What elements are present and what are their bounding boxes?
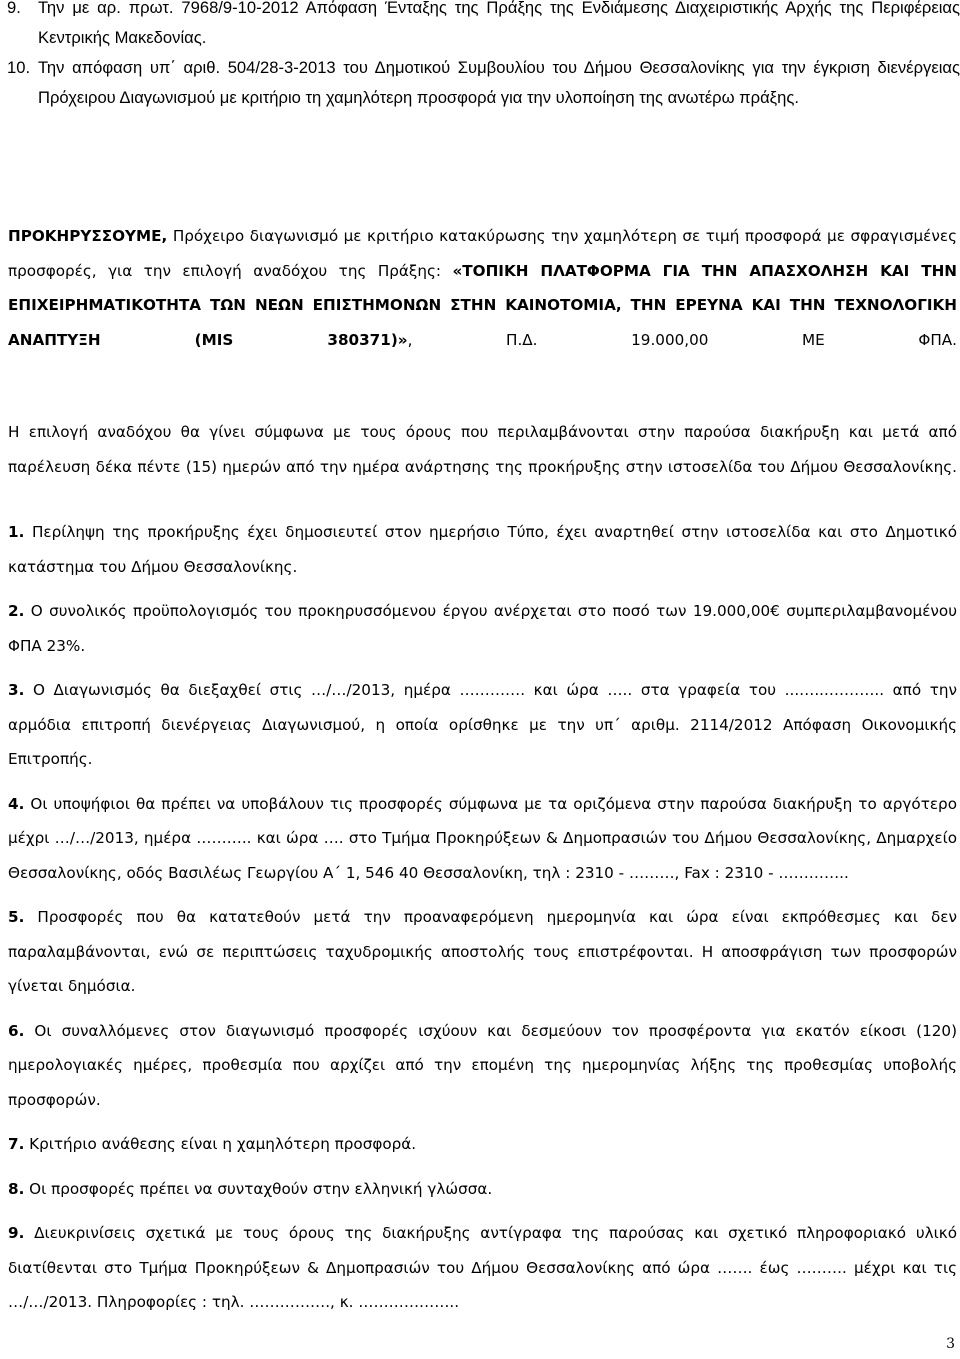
term-text: Οι συναλλόμενες στον διαγωνισμό προσφορές ισχύουν και δεσμεύουν τον προσφέροντα για εκατόν είκοσι (120) ημερολογιακές ημέρες, προθεσμία που αρχίζει από την επομένη της ημερομηνίας λήξης της προθεσμίας υποβολής προσφορών. xyxy=(8,1021,957,1109)
term-number: 6. xyxy=(8,1021,25,1040)
term-text: Διευκρινίσεις σχετικά με τους όρους της διακήρυξης αντίγραφα της παρούσας και σχετικό πληροφοριακό υλικό διατίθενται στο Τμήμα Προκηρύξεων & Δημοπρασιών του Δήμου Θεσσαλονίκης από ώρα ……. έως ………. μέχρι και τις …/…/2013. Πληροφορίες : τηλ. ……………., κ. ……………….. xyxy=(8,1224,957,1311)
term-number: 2. xyxy=(8,602,25,620)
term-item xyxy=(8,900,957,1004)
term-number: 3. xyxy=(8,681,25,699)
considerations-list xyxy=(0,0,960,113)
page-number: 3 xyxy=(946,1336,955,1352)
term-item xyxy=(8,1216,957,1320)
term-item xyxy=(8,1172,957,1207)
consideration-text: Την με αρ. πρωτ. 7968/9-10-2012 Απόφαση Ένταξης της Πράξης της Ενδιάμεσης Διαχειριστικής Αρχής της Περιφέρειας Κεντρικής Μακεδονίας. xyxy=(38,0,960,47)
announcement-budget: , Π.Δ. 19.000,00 ΜΕ ΦΠΑ. xyxy=(407,330,957,349)
term-number: 9. xyxy=(8,1224,25,1242)
term-text: Ο συνολικός προϋπολογισμός του προκηρυσσόμενου έργου ανέρχεται στο ποσό των 19.000,00€ συμπεριλαμβανομένου ΦΠΑ 23%. xyxy=(8,602,957,655)
term-item xyxy=(8,1014,957,1118)
term-text: Περίληψη της προκήρυξης έχει δημοσιευτεί στον ημερήσιο Τύπο, έχει αναρτηθεί στην ιστοσελίδα και στο Δημοτικό κατάστημα του Δήμου Θεσσαλονίκης. xyxy=(8,523,957,576)
consideration-text: Την απόφαση υπ΄ αριθ. 504/28-3-2013 του Δημοτικού Συμβουλίου του Δήμου Θεσσαλονίκης για την έγκριση διενέργειας Πρόχειρου Διαγωνισμού με κριτήριο τη χαμηλότερη προσφορά για την υλοποίηση της ανωτέρω πράξης. xyxy=(38,58,960,107)
term-number: 5. xyxy=(8,908,25,926)
consideration-item xyxy=(0,0,960,53)
consideration-item xyxy=(0,53,960,113)
term-item xyxy=(8,787,957,891)
term-number: 8. xyxy=(8,1179,25,1198)
term-item xyxy=(8,515,957,584)
selection-paragraph xyxy=(8,415,957,519)
announcement-paragraph xyxy=(8,219,957,392)
term-number: 7. xyxy=(8,1135,25,1153)
term-text: Οι προσφορές πρέπει να συνταχθούν στην ελληνική γλώσσα. xyxy=(24,1179,493,1198)
selection-text: Η επιλογή αναδόχου θα γίνει σύμφωνα με τους όρους που περιλαμβάνονται στην παρούσα διακήρυξη και μετά από παρέλευση δέκα πέντε (15) ημερών από την ημέρα ανάρτησης της προκήρυξης στην ιστοσελίδα του Δήμου Θεσσαλονίκης. xyxy=(8,423,957,476)
term-item xyxy=(8,594,957,663)
terms-list xyxy=(8,515,957,1320)
term-text: Ο Διαγωνισμός θα διεξαχθεί στις …/…/2013, ημέρα …………. και ώρα ….. στα γραφεία του ...…...……….. από την αρμόδια επιτροπή διενέργειας Διαγωνισμού, η οποία ορίσθηκε με την υπ΄ αριθμ. 2114/2012 Απόφαση Οικονομικής Επιτροπής. xyxy=(8,681,957,768)
term-text: Οι υποψήφιοι θα πρέπει να υποβάλουν τις προσφορές σύμφωνα με τα οριζόμενα στην παρούσα διακήρυξη το αργότερο μέχρι …/…/2013, ημέρα ……….. και ώρα …. στο Τμήμα Προκηρύξεων & Δημοπρασιών του Δήμου Θεσσαλονίκης, Δημαρχείο Θεσσαλονίκης, οδός Βασιλέως Γεωργίου Α΄ 1, 546 40 Θεσσαλονίκη, τηλ : 2310 - ………, Fax : 2310 - ………….. xyxy=(8,794,957,882)
consideration-number: 10. xyxy=(7,58,31,77)
consideration-number: 9. xyxy=(7,0,21,17)
term-number: 1. xyxy=(8,523,25,541)
term-number: 4. xyxy=(8,794,25,813)
term-text: Κριτήριο ανάθεσης είναι η χαμηλότερη προσφορά. xyxy=(24,1135,417,1153)
announcement-heading: ΠΡΟΚΗΡΥΣΣΟΥΜΕ, xyxy=(8,227,168,245)
term-text: Προσφορές που θα κατατεθούν μετά την προαναφερόμενη ημερομηνία και ώρα είναι εκπρόθεσμες και δεν παραλαμβάνονται, ενώ σε περιπτώσεις ταχυδρομικής αποστολής τους επιστρέφονται. Η αποσφράγιση των προσφορών γίνεται δημόσια. xyxy=(8,908,957,995)
term-item xyxy=(8,673,957,777)
announcement-text: Πρόχειρο διαγωνισμό με κριτήριο κατακύρωσης την χαμηλότερη σε τιμή προσφορά με σφραγισμένες προσφορές, για την επιλογή αναδόχου της Πράξης: xyxy=(8,227,957,280)
project-title: «ΤΟΠΙΚΗ ΠΛΑΤΦΟΡΜΑ ΓΙΑ ΤΗΝ ΑΠΑΣΧΟΛΗΣΗ ΚΑΙ ΤΗΝ ΕΠΙΧΕΙΡΗΜΑΤΙΚΟΤΗΤΑ ΤΩΝ ΝΕΩΝ ΕΠΙΣΤΗΜΟΝΩΝ ΣΤΗΝ ΚΑΙΝΟΤΟΜΙΑ, ΤΗΝ ΕΡΕΥΝΑ ΚΑΙ ΤΗΝ ΤΕΧΝΟΛΟΓΙΚΗ ΑΝΑΠΤΥΞΗ (MIS 380371)» xyxy=(8,261,957,349)
term-item xyxy=(8,1127,957,1162)
